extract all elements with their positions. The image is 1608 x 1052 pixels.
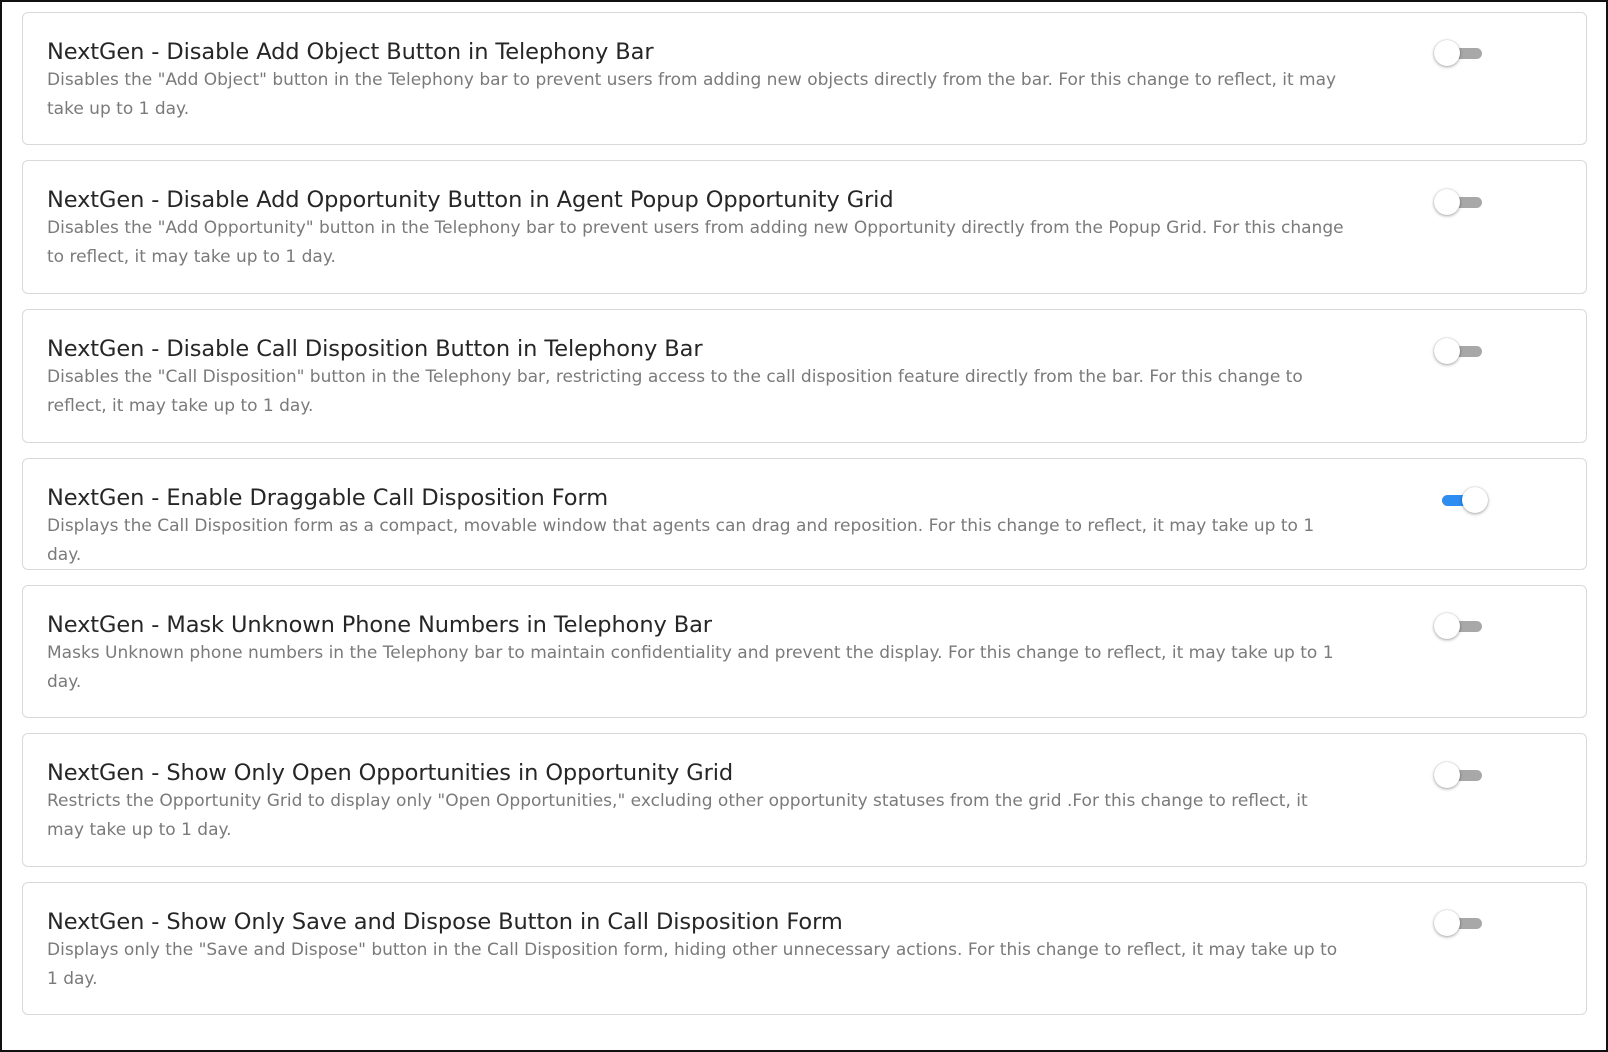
toggle-knob [1434, 613, 1460, 639]
setting-text [47, 907, 1347, 993]
setting-title: NextGen - Disable Call Disposition Button in Telephony Bar [47, 336, 703, 362]
setting-description: Masks Unknown phone numbers in the Telephony bar to maintain confidentiality and prevent the display. For this change to reflect, it may take up to 1 day. [47, 643, 1334, 692]
setting-text [47, 610, 1347, 696]
toggle-knob [1462, 487, 1488, 513]
toggle-disable-add-opportunity[interactable] [1434, 187, 1486, 217]
setting-card-disable-add-opportunity [22, 160, 1587, 294]
toggle-enable-draggable-form[interactable] [1434, 485, 1486, 515]
setting-card-mask-unknown-numbers [22, 585, 1587, 718]
setting-card-save-and-dispose-only [22, 882, 1587, 1015]
setting-title: NextGen - Disable Add Object Button in Telephony Bar [47, 39, 654, 65]
setting-description: Disables the "Call Disposition" button in the Telephony bar, restricting access to the call disposition feature directly from the bar. For this change to reflect, it may take up to 1 day. [47, 367, 1303, 416]
setting-title: NextGen - Mask Unknown Phone Numbers in Telephony Bar [47, 612, 712, 638]
toggle-knob [1434, 189, 1460, 215]
setting-text [47, 483, 1347, 569]
toggle-open-opportunities-only[interactable] [1434, 760, 1486, 790]
toggle-knob [1434, 338, 1460, 364]
setting-text [47, 37, 1347, 123]
toggle-knob [1434, 762, 1460, 788]
setting-description: Displays only the "Save and Dispose" button in the Call Disposition form, hiding other unnecessary actions. For this change to reflect, it may take up to 1 day. [47, 940, 1338, 989]
toggle-knob [1434, 40, 1460, 66]
setting-description: Disables the "Add Object" button in the Telephony bar to prevent users from adding new objects directly from the bar. For this change to reflect, it may take up to 1 day. [47, 70, 1337, 119]
toggle-knob [1434, 910, 1460, 936]
toggle-mask-unknown-numbers[interactable] [1434, 611, 1486, 641]
setting-description: Disables the "Add Opportunity" button in the Telephony bar to prevent users from adding new Opportunity directly from the Popup Grid. For this change to reflect, it may take up to 1 day. [47, 218, 1344, 267]
setting-text [47, 334, 1347, 420]
toggle-disable-add-object[interactable] [1434, 38, 1486, 68]
setting-card-enable-draggable-form [22, 458, 1587, 570]
setting-text [47, 758, 1347, 844]
setting-title: NextGen - Show Only Open Opportunities in Opportunity Grid [47, 760, 734, 786]
toggle-save-and-dispose-only[interactable] [1434, 908, 1486, 938]
setting-title: NextGen - Enable Draggable Call Disposition Form [47, 485, 609, 511]
setting-description: Restricts the Opportunity Grid to display only "Open Opportunities," excluding other opportunity statuses from the grid .For this change to reflect, it may take up to 1 day. [47, 791, 1308, 840]
setting-description: Displays the Call Disposition form as a compact, movable window that agents can drag and reposition. For this change to reflect, it may take up to 1 day. [47, 516, 1315, 565]
setting-card-disable-add-object [22, 12, 1587, 145]
setting-card-disable-call-disposition [22, 309, 1587, 443]
setting-title: NextGen - Disable Add Opportunity Button in Agent Popup Opportunity Grid [47, 187, 894, 213]
setting-text [47, 185, 1347, 271]
toggle-disable-call-disposition[interactable] [1434, 336, 1486, 366]
setting-card-open-opportunities-only [22, 733, 1587, 867]
setting-title: NextGen - Show Only Save and Dispose Button in Call Disposition Form [47, 909, 843, 935]
